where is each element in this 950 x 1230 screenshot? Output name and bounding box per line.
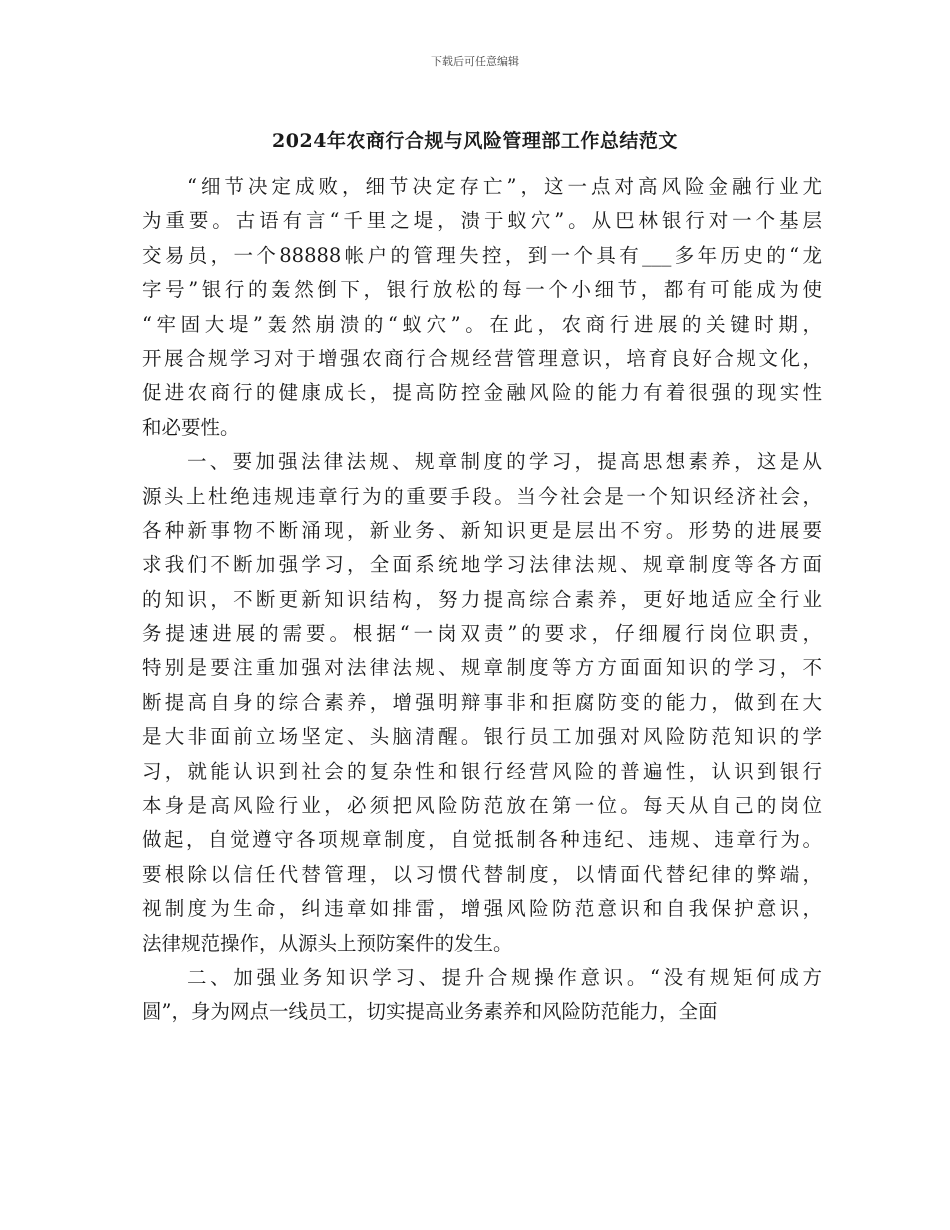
- paragraph-line: 特别是要注重加强对法律法规、规章制度等方方面面知识的学习，不: [142, 656, 822, 680]
- paragraph-line: 二、加强业务知识学习、提升合规操作意识。“没有规矩何成方: [187, 965, 822, 989]
- paragraph-line: 法律规范操作，从源头上预防案件的发生。: [142, 931, 513, 955]
- paragraph: [142, 445, 822, 961]
- paragraph-line: 是大非面前立场坚定、头脑清醒。银行员工加强对风险防范知识的学: [142, 725, 822, 749]
- paragraph-line: 为重要。古语有言“千里之堤，溃于蚁穴”。从巴林银行对一个基层: [142, 209, 822, 233]
- paragraph-line: 视制度为生命，纠违章如排雷，增强风险防范意识和自我保护意识，: [142, 897, 822, 921]
- page-header: 下载后可任意编辑: [431, 55, 519, 68]
- paragraph-line: 习，就能认识到社会的复杂性和银行经营风险的普遍性，认识到银行: [142, 759, 822, 783]
- paragraph: [142, 170, 822, 445]
- paragraph-line: 要根除以信任代替管理，以习惯代替制度，以情面代替纪律的弊端，: [142, 862, 822, 886]
- paragraph-line: 字号”银行的轰然倒下，银行放松的每一个小细节，都有可能成为使: [142, 278, 822, 302]
- paragraph-line: 源头上杜绝违规违章行为的重要手段。当今社会是一个知识经济社会，: [142, 484, 822, 508]
- document-title: 2024年农商行合规与风险管理部工作总结范文: [272, 130, 678, 152]
- paragraph-line: 和必要性。: [142, 415, 240, 439]
- paragraph: [142, 961, 822, 1030]
- paragraph-line: 做起，自觉遵守各项规章制度，自觉抵制各种违纪、违规、违章行为。: [142, 828, 822, 852]
- paragraph-line: 的知识，不断更新知识结构，努力提高综合素养，更好地适应全行业: [142, 587, 822, 611]
- paragraph-line: 交易员，一个88888帐户的管理失控，到一个具有___多年历史的“龙: [142, 243, 822, 267]
- paragraph-line: 一、要加强法律法规、规章制度的学习，提高思想素养，这是从: [187, 450, 822, 474]
- paragraph-line: 各种新事物不断涌现，新业务、新知识更是层出不穷。形势的进展要: [142, 518, 822, 542]
- paragraph-line: 求我们不断加强学习，全面系统地学习法律法规、规章制度等各方面: [142, 553, 822, 577]
- paragraph-line: 务提速进展的需要。根据“一岗双责”的要求，仔细履行岗位职责，: [142, 622, 822, 646]
- paragraph-line: 断提高自身的综合素养，增强明辩事非和拒腐防变的能力，做到在大: [142, 690, 822, 714]
- paragraph-line: 圆”，身为网点一线员工，切实提高业务素养和风险防范能力，全面: [142, 1000, 718, 1024]
- paragraph-line: 促进农商行的健康成长，提高防控金融风险的能力有着很强的现实性: [142, 381, 822, 405]
- paragraph-line: 本身是高风险行业，必须把风险防范放在第一位。每天从自己的岗位: [142, 794, 822, 818]
- document-body: [142, 170, 822, 1030]
- paragraph-line: “牢固大堤”轰然崩溃的“蚁穴”。在此，农商行进展的关键时期，: [142, 312, 822, 336]
- paragraph-line: “细节决定成败，细节决定存亡”，这一点对高风险金融行业尤: [187, 175, 822, 198]
- paragraph-line: 开展合规学习对于增强农商行合规经营管理意识，培育良好合规文化，: [142, 346, 822, 370]
